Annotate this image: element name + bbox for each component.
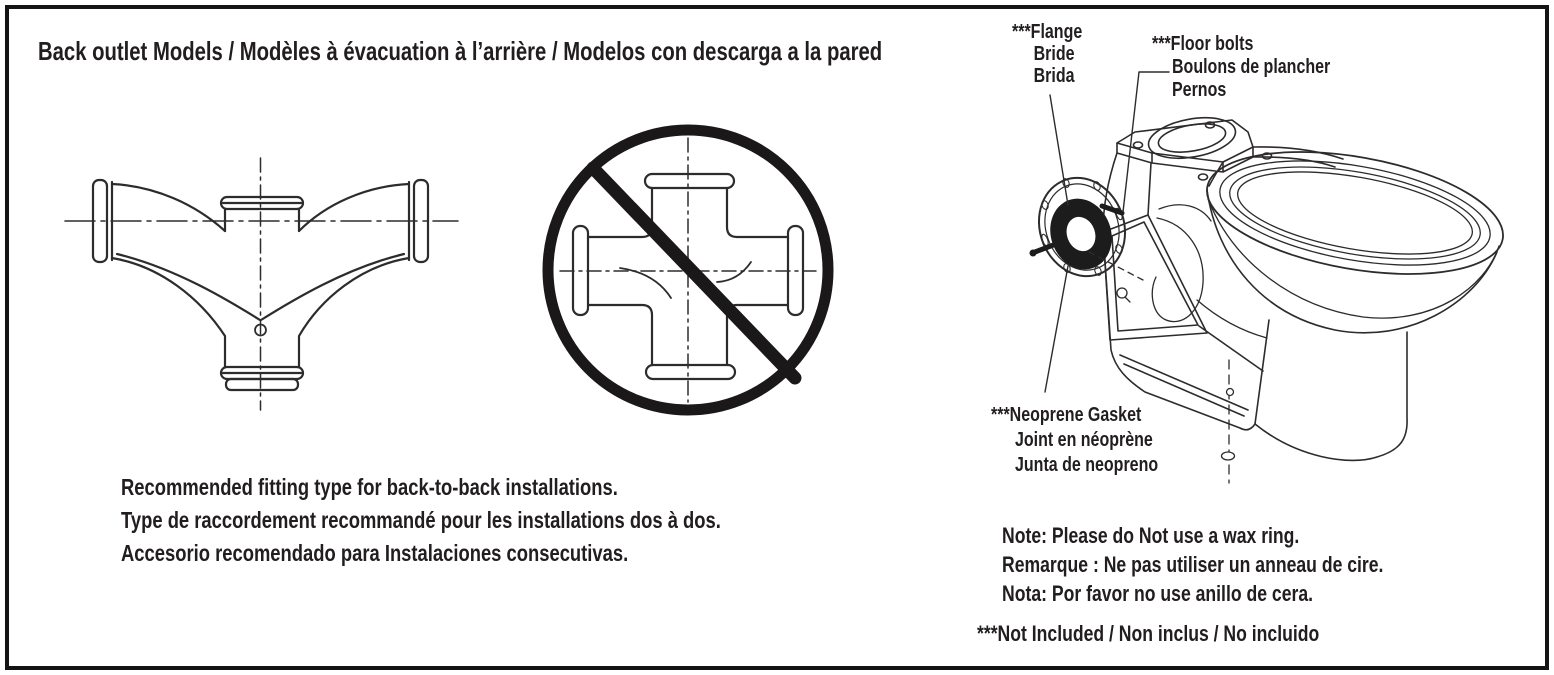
recommendation-text — [121, 471, 721, 570]
bottom-port-rim — [646, 365, 735, 379]
callout-flange — [1012, 21, 1082, 87]
page-title: Back outlet Models / Modèles à évacuation à l’arrière / Modelos con descarga a la pared — [38, 36, 883, 66]
flange-figure — [1025, 166, 1143, 289]
leader-line-gasket — [1045, 266, 1068, 392]
callout-gasket-es: Junta de neopreno — [1015, 454, 1159, 476]
note-en: Note: Please do Not use a wax ring. — [1002, 523, 1300, 548]
callout-gasket-fr: Joint en néoprène — [1015, 429, 1153, 451]
double-wye-fitting-figure — [60, 140, 480, 425]
deck-bolt-hole — [1134, 142, 1143, 148]
not-included-footnote: ***Not Included / Non inclus / No incluido — [977, 621, 1320, 646]
flow-arc-left — [620, 268, 671, 298]
top-port-rim — [645, 174, 734, 188]
recommendation-fr: Type de raccordement recommandé pour les installations dos à dos. — [121, 507, 721, 533]
deck-oval-hole — [1145, 112, 1238, 165]
recommendation-en: Recommended fitting type for back-to-back installations. — [121, 474, 618, 500]
callout-flange-es: Brida — [1033, 65, 1075, 87]
callout-floor-bolts-fr: Boulons de plancher — [1172, 56, 1331, 78]
flow-arc-right — [717, 262, 751, 282]
prohibition-slash — [593, 168, 795, 378]
callout-flange-fr: Bride — [1033, 43, 1075, 65]
callout-floor-bolts-en: ***Floor bolts — [1152, 33, 1254, 55]
shelf-bolt-hole — [1199, 174, 1208, 180]
callout-floor-bolts-es: Pernos — [1172, 79, 1227, 101]
callout-flange-en: ***Flange — [1012, 21, 1083, 43]
callout-gasket-en: ***Neoprene Gasket — [991, 404, 1142, 426]
wax-ring-note — [1002, 521, 1383, 608]
callout-neoprene-gasket — [991, 403, 1158, 478]
q-mark — [1117, 288, 1130, 302]
note-fr: Remarque : Ne pas utiliser un anneau de cire. — [1002, 552, 1384, 577]
toilet-body — [1103, 112, 1512, 483]
recommendation-es: Accesorio recomendado para Instalaciones consecutivas. — [121, 540, 629, 566]
prohibited-cross-fitting-figure — [535, 110, 855, 435]
bowl-rim — [1198, 132, 1513, 294]
note-es: Nota: Por favor no use anillo de cera. — [1002, 581, 1314, 606]
callout-floor-bolts — [1152, 33, 1330, 102]
